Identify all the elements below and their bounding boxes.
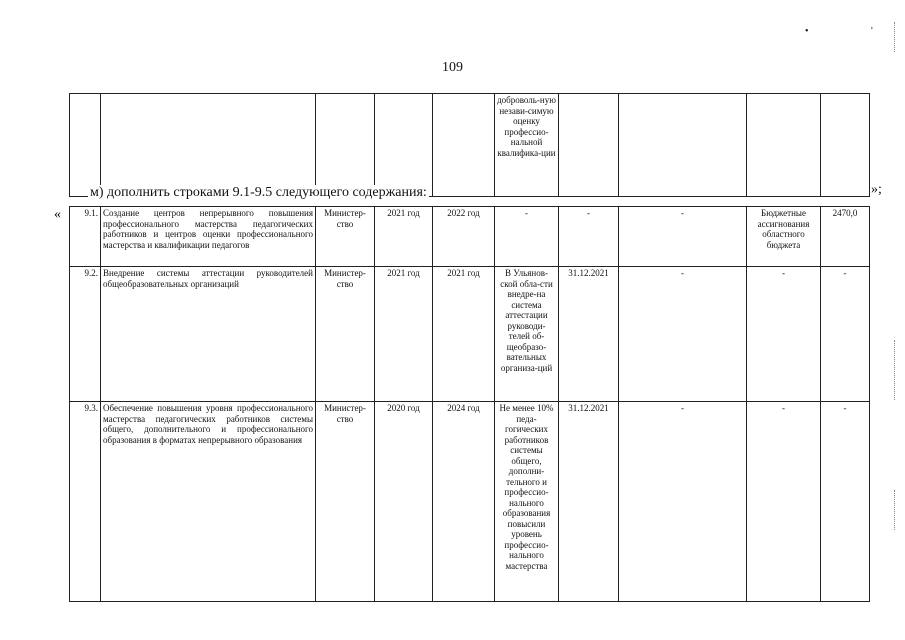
row-result: Не менее 10% педа-гогических работников системы общего, дополни-тельного и профессио-нального образования повысили уровень профессио-нального мастерства xyxy=(495,402,559,602)
page-number: 109 xyxy=(442,60,463,75)
row-indicator: - xyxy=(619,207,747,267)
cell-date xyxy=(559,94,619,197)
cell-indicator xyxy=(619,94,747,197)
row-start: 2021 год xyxy=(375,207,433,267)
edge-line xyxy=(894,490,895,530)
row-name: Внедрение системы аттестации руководителей общеобразовательных организаций xyxy=(101,267,316,402)
cell-executor xyxy=(316,94,375,197)
table-row xyxy=(70,267,870,402)
edge-line xyxy=(894,340,895,400)
row-date: 31.12.2021 xyxy=(559,267,619,402)
table-row xyxy=(70,402,870,602)
row-executor: Министер-ство xyxy=(316,402,375,602)
cell-end xyxy=(433,94,495,197)
row-date: - xyxy=(559,207,619,267)
row-end: 2024 год xyxy=(433,402,495,602)
row-end: 2021 год xyxy=(433,267,495,402)
cell-result: доброволь-ную незави-симую оценку профессио-нальной квалифика-ции xyxy=(495,94,559,197)
row-result: В Ульянов-ской обла-сти внедре-на система аттестации руководи-телей об-щеобразо-вательных организа-ций xyxy=(495,267,559,402)
row-number: 9.3. xyxy=(70,402,101,602)
cell-amount xyxy=(821,94,870,197)
cell-name xyxy=(101,94,316,197)
row-date: 31.12.2021 xyxy=(559,402,619,602)
edge-line xyxy=(894,22,895,52)
row-amount: 2470,0 xyxy=(821,207,870,267)
row-amount: - xyxy=(821,267,870,402)
row-name: Обеспечение повышения уровня профессионального мастерства педагогических работников системы общего, дополнительного и профессионального образования в форматах непрерывного образования xyxy=(101,402,316,602)
row-indicator: - xyxy=(619,402,747,602)
row-source: - xyxy=(747,402,821,602)
row-amount: - xyxy=(821,402,870,602)
continued-table xyxy=(69,93,870,197)
row-name: Создание центров непрерывного повышения профессионального мастерства педагогических работников и центров оценки профессионального мастерства и квалификации педагогов xyxy=(101,207,316,267)
row-result: - xyxy=(495,207,559,267)
row-start: 2021 год xyxy=(375,267,433,402)
cell-num xyxy=(70,94,101,197)
cell-source xyxy=(747,94,821,197)
measures-table xyxy=(69,206,870,602)
row-executor: Министер-ство xyxy=(316,267,375,402)
row-number: 9.2. xyxy=(70,267,101,402)
cell-start xyxy=(375,94,433,197)
corner-marks: • ' xyxy=(805,26,903,37)
amendment-text: м) дополнить строками 9.1-9.5 следующего содержания: xyxy=(90,185,427,200)
row-source: Бюджетные ассигнования областного бюджета xyxy=(747,207,821,267)
row-executor: Министер-ство xyxy=(316,207,375,267)
quote-close: »; xyxy=(871,182,882,197)
quote-open: « xyxy=(54,207,61,222)
row-number: 9.1. xyxy=(70,207,101,267)
table-row xyxy=(70,207,870,267)
row-indicator: - xyxy=(619,267,747,402)
row-start: 2020 год xyxy=(375,402,433,602)
row-end: 2022 год xyxy=(433,207,495,267)
row-source: - xyxy=(747,267,821,402)
